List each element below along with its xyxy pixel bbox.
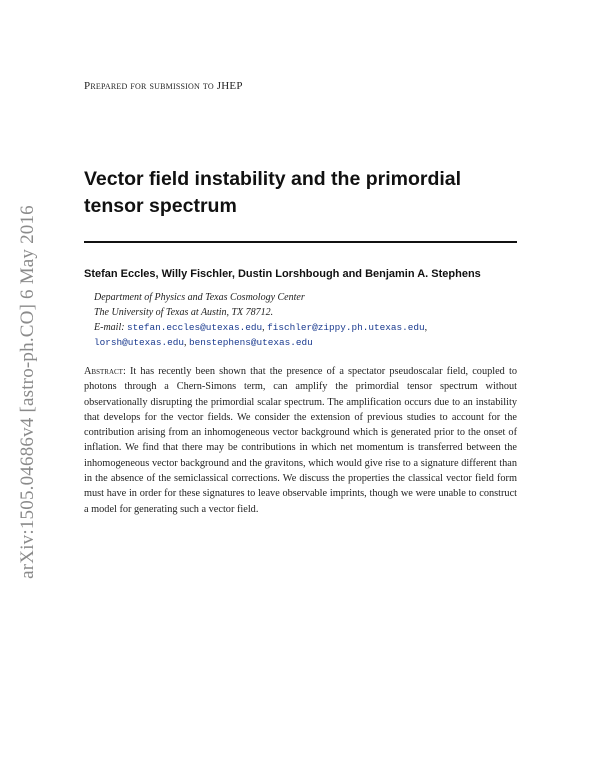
title-rule [84, 241, 517, 243]
email-line-1: E-mail: stefan.eccles@utexas.edu, fischler@zippy.ph.utexas.edu, [94, 322, 428, 333]
abstract-text: It has recently been shown that the presence of a spectator pseudoscalar field, coupled to photons through a Chern-Simons term, can amplify the primordial tensor spectrum without observationally disrupting the primordial scalar spectrum. The amplification occurs due to an instability that develops for the vector fields. We consider the extension of previous studies to account for the contribution arising from an inhomogeneous vector background which is generated prior to the onset of inflation. We find that there may be contributions in which net momentum is transferred between the inhomogeneous vector background and the gravitons, which would give rise to a signature different than in the absence of the semiclassical corrections. We discuss the properties the classical vector field form must have in order for these signatures to leave observable imprints, though we were unable to construct a model for generating such a vector field. [84, 366, 517, 515]
paper-title: Vector field instability and the primordial tensor spectrum [84, 168, 462, 217]
email-link[interactable]: fischler@zippy.ph.utexas.edu [267, 322, 425, 333]
author-list: Stefan Eccles, Willy Fischler, Dustin Lorshbough and Benjamin A. Stephens [84, 268, 481, 280]
department-line: Department of Physics and Texas Cosmology Center [94, 292, 305, 303]
arxiv-identifier-stamp: arXiv:1505.04686v4 [astro-ph.CO] 6 May 2016 [17, 205, 38, 579]
submission-note: Prepared for submission to JHEP [84, 80, 243, 92]
email-link[interactable]: benstephens@utexas.edu [189, 337, 313, 348]
affiliation-block [94, 290, 524, 350]
university-line: The University of Texas at Austin, TX 78712. [94, 307, 274, 318]
email-link[interactable]: lorsh@utexas.edu [94, 337, 185, 348]
email-line-2: lorsh@utexas.edu, benstephens@utexas.edu [94, 337, 313, 348]
abstract-label: Abstract: [84, 366, 126, 377]
email-link[interactable]: stefan.eccles@utexas.edu [127, 322, 263, 333]
email-label: E-mail: [94, 322, 125, 333]
abstract [84, 364, 517, 517]
